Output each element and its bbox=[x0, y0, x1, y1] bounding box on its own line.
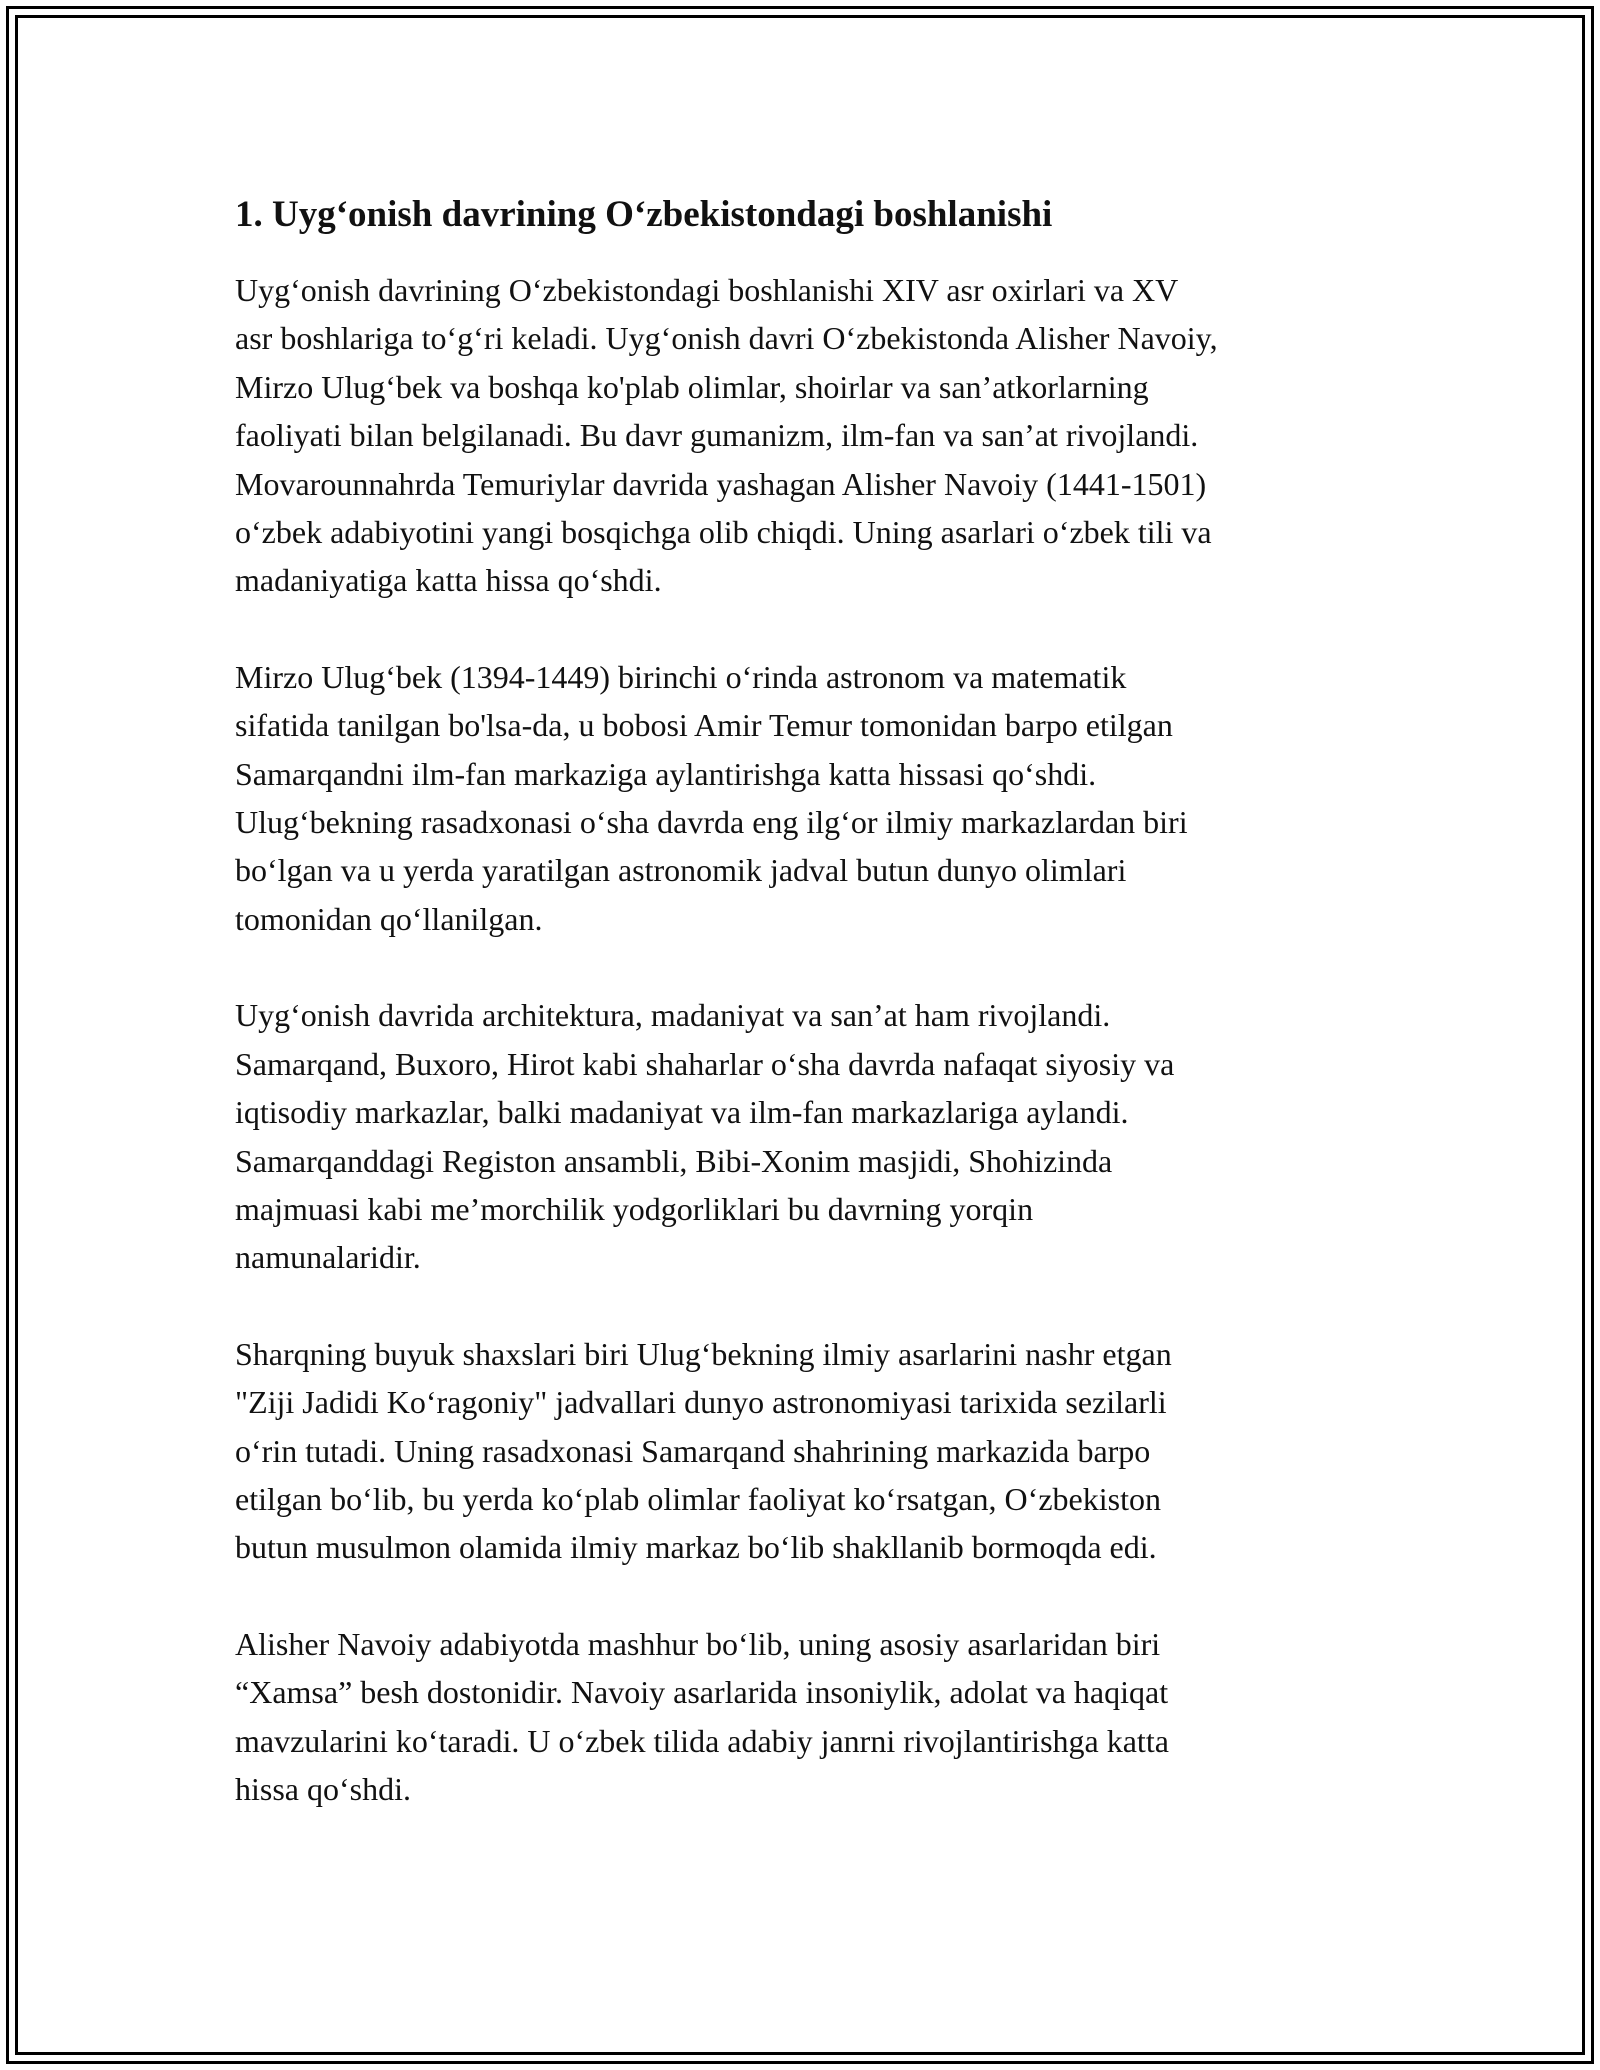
paragraph-line: Ulug‘bekning rasadxonasi o‘sha davrda eng ilg‘or ilmiy markazlardan biri bbox=[235, 804, 1188, 841]
paragraph-line: hissa qo‘shdi. bbox=[235, 1770, 411, 1807]
paragraph-line: "Ziji Jadidi Ko‘ragoniy" jadvallari dunyo astronomiyasi tarixida sezilarli bbox=[235, 1384, 1167, 1421]
paragraph-line: bo‘lgan va u yerda yaratilgan astronomik jadval butun dunyo olimlari bbox=[235, 852, 1127, 889]
paragraph-line: Alisher Navoiy adabiyotda mashhur bo‘lib, uning asosiy asarlaridan biri bbox=[235, 1625, 1161, 1662]
paragraph-4 bbox=[235, 1330, 1375, 1572]
paragraph-line: Mirzo Ulug‘bek (1394-1449) birinchi o‘rinda astronom va matematik bbox=[235, 658, 1127, 695]
paragraph-line: “Xamsa” besh dostonidir. Navoiy asarlarida insoniylik, adolat va haqiqat bbox=[235, 1674, 1169, 1711]
paragraph-2 bbox=[235, 653, 1375, 943]
paragraph-line: o‘rin tutadi. Uning rasadxonasi Samarqand shahrining markazida barpo bbox=[235, 1432, 1151, 1469]
paragraph-line: madaniyatiga katta hissa qo‘shdi. bbox=[235, 562, 662, 599]
document-title: 1. Uyg‘onish davrining O‘zbekistondagi boshlanishi bbox=[235, 194, 1053, 235]
paragraph-line: Uyg‘onish davrida architektura, madaniyat va san’at ham rivojlandi. bbox=[235, 997, 1111, 1034]
paragraph-line: namunalaridir. bbox=[235, 1239, 421, 1276]
paragraph-5 bbox=[235, 1620, 1375, 1814]
paragraph-line: Movarounnahrda Temuriylar davrida yashagan Alisher Navoiy (1441-1501) bbox=[235, 465, 1207, 502]
paragraph-line: Uyg‘onish davrining O‘zbekistondagi boshlanishi XIV asr oxirlari va XV bbox=[235, 272, 1179, 308]
paragraph-line: tomonidan qo‘llanilgan. bbox=[235, 900, 543, 937]
paragraph-line: iqtisodiy markazlar, balki madaniyat va ilm-fan markazlariga aylandi. bbox=[235, 1094, 1129, 1131]
paragraph-line: mavzularini ko‘taradi. U o‘zbek tilida adabiy janrni rivojlantirishga katta bbox=[235, 1722, 1169, 1759]
paragraph-1 bbox=[235, 266, 1375, 605]
paragraph-line: Sharqning buyuk shaxslari biri Ulug‘bekning ilmiy asarlarini nashr etgan bbox=[235, 1335, 1172, 1372]
paragraph-line: asr boshlariga to‘g‘ri keladi. Uyg‘onish davri O‘zbekistonda Alisher Navoiy, bbox=[235, 320, 1218, 357]
paragraph-line: faoliyati bilan belgilanadi. Bu davr gumanizm, ilm-fan va san’at rivojlandi. bbox=[235, 417, 1199, 454]
paragraph-line: etilgan bo‘lib, bu yerda ko‘plab olimlar faoliyat ko‘rsatgan, O‘zbekiston bbox=[235, 1480, 1161, 1517]
paragraph-line: butun musulmon olamida ilmiy markaz bo‘lib shakllanib bormoqda edi. bbox=[235, 1529, 1157, 1566]
paragraph-line: Samarqandni ilm-fan markaziga aylantirishga katta hissasi qo‘shdi. bbox=[235, 755, 1097, 792]
paragraph-line: Samarqand, Buxoro, Hirot kabi shaharlar o‘sha davrda nafaqat siyosiy va bbox=[235, 1045, 1175, 1082]
paragraph-line: Mirzo Ulug‘bek va boshqa ko'plab olimlar, shoirlar va san’atkorlarning bbox=[235, 368, 1149, 405]
paragraph-line: Samarqanddagi Registon ansambli, Bibi-Xonim masjidi, Shohizinda bbox=[235, 1142, 1113, 1179]
paragraph-line: o‘zbek adabiyotini yangi bosqichga olib chiqdi. Uning asarlari o‘zbek tili va bbox=[235, 514, 1212, 551]
paragraph-line: sifatida tanilgan bo'lsa-da, u bobosi Amir Temur tomonidan barpo etilgan bbox=[235, 707, 1173, 744]
paragraph-3 bbox=[235, 991, 1375, 1281]
paragraph-line: majmuasi kabi me’morchilik yodgorliklari bu davrning yorqin bbox=[235, 1190, 1034, 1227]
document-body bbox=[235, 192, 1375, 1861]
